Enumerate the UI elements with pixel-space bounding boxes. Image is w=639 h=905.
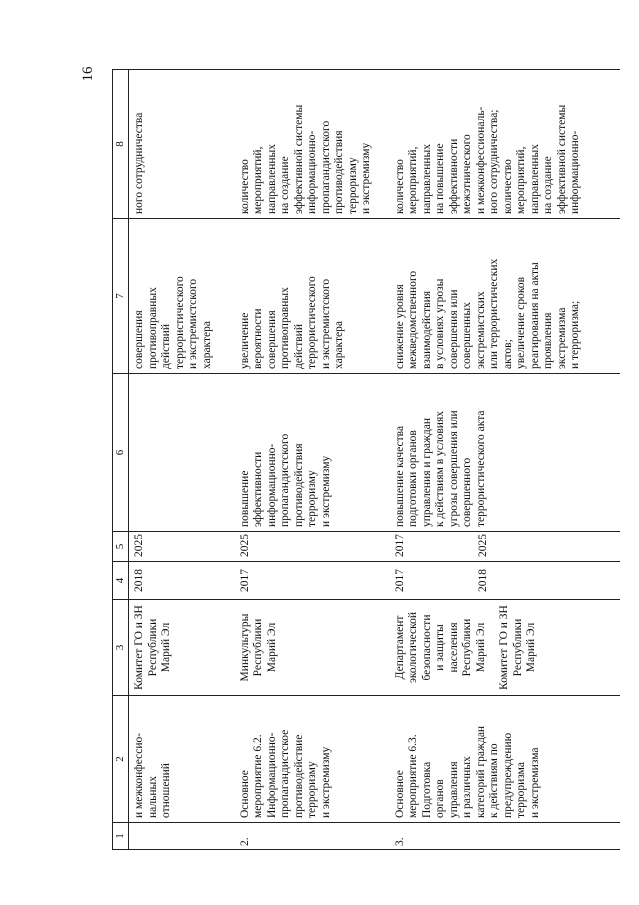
- rotated-table-wrapper: [112, 70, 627, 850]
- header-row: [113, 70, 129, 850]
- consequence: снижение уровня межведомственного взаимодействия в условиях угрозы совершения или совершенных экстремистских или террористических актов; увеличение сроков реагирования на акты проявления экстремизма и терроризма;: [390, 219, 620, 374]
- executor: Минкультуры Республики Марий Эл: [235, 600, 390, 696]
- col-header-4: 4: [113, 562, 129, 600]
- measures-table: [112, 69, 620, 850]
- end-year: 2025: [129, 532, 235, 562]
- executor-secondary: Комитет ГО и ЗН Республики Марий Эл: [498, 605, 537, 690]
- col-header-2: 2: [113, 696, 129, 823]
- col-header-3: 3: [113, 600, 129, 696]
- expected-result: повышение качества подготовки органов управления и граждан к действиям в условиях угрозы совершения или совершенного террористического акта: [390, 374, 620, 532]
- consequence: увеличение вероятности совершения противоправных действий террористического и экстремистского характера: [235, 219, 390, 374]
- measure-name: Основное мероприятие 6.2. Информационно- пропагандистское противодействие терроризму и экстремизму: [235, 696, 390, 823]
- start-year: 2018: [129, 562, 235, 600]
- expected-result: повышение эффективности информационно- пропагандистского противодействия терроризму и экстремизму: [235, 374, 390, 532]
- end-year: 2025: [235, 532, 390, 562]
- executor: Комитет ГО и ЗН Республики Марий Эл: [129, 600, 235, 696]
- consequence: совершения противоправных действий террористического и экстремистского характера: [129, 219, 235, 374]
- measure-name: Основное мероприятие 6.3. Подготовка органов управления и различных категорий граждан к действиям по предупреждению терроризма и экстремизма: [390, 696, 620, 823]
- end-year: [390, 532, 620, 562]
- col-header-5: 5: [113, 532, 129, 562]
- indicator: количество мероприятий, направленных на повышение эффективности межэтнического и межконфессиональ- ного сотрудничества; количество мероприятий, направленных на создание эффективной системы информационно-: [390, 70, 620, 219]
- row-number: 3.: [390, 823, 620, 850]
- row-number: [129, 823, 235, 850]
- start-year-primary: 2017: [393, 569, 406, 592]
- end-year-primary: 2017: [393, 534, 406, 557]
- table-row: [390, 70, 620, 850]
- start-year: 2017: [235, 562, 390, 600]
- col-header-7: 7: [113, 219, 129, 374]
- start-year-secondary: 2018: [477, 569, 489, 592]
- table-row: [129, 70, 235, 850]
- end-year-secondary: 2025: [477, 534, 489, 557]
- page-number: 16: [80, 66, 96, 82]
- start-year: [390, 562, 620, 600]
- executor-primary: Департамент экологической безопасности и защиты населения Республики Марий Эл: [393, 611, 487, 684]
- col-header-6: 6: [113, 374, 129, 532]
- table-row: [235, 70, 390, 850]
- expected-result: [129, 374, 235, 532]
- row-number: 2.: [235, 823, 390, 850]
- measure-name: и межконфессио- нальных отношений: [129, 696, 235, 823]
- col-header-8: 8: [113, 70, 129, 219]
- col-header-1: 1: [113, 823, 129, 850]
- executor: [390, 600, 620, 696]
- indicator: количество мероприятий, направленных на создание эффективной системы информационно- пропагандистского противодействия терроризму и экстремизму: [235, 70, 390, 219]
- indicator: ного сотрудничества: [129, 70, 235, 219]
